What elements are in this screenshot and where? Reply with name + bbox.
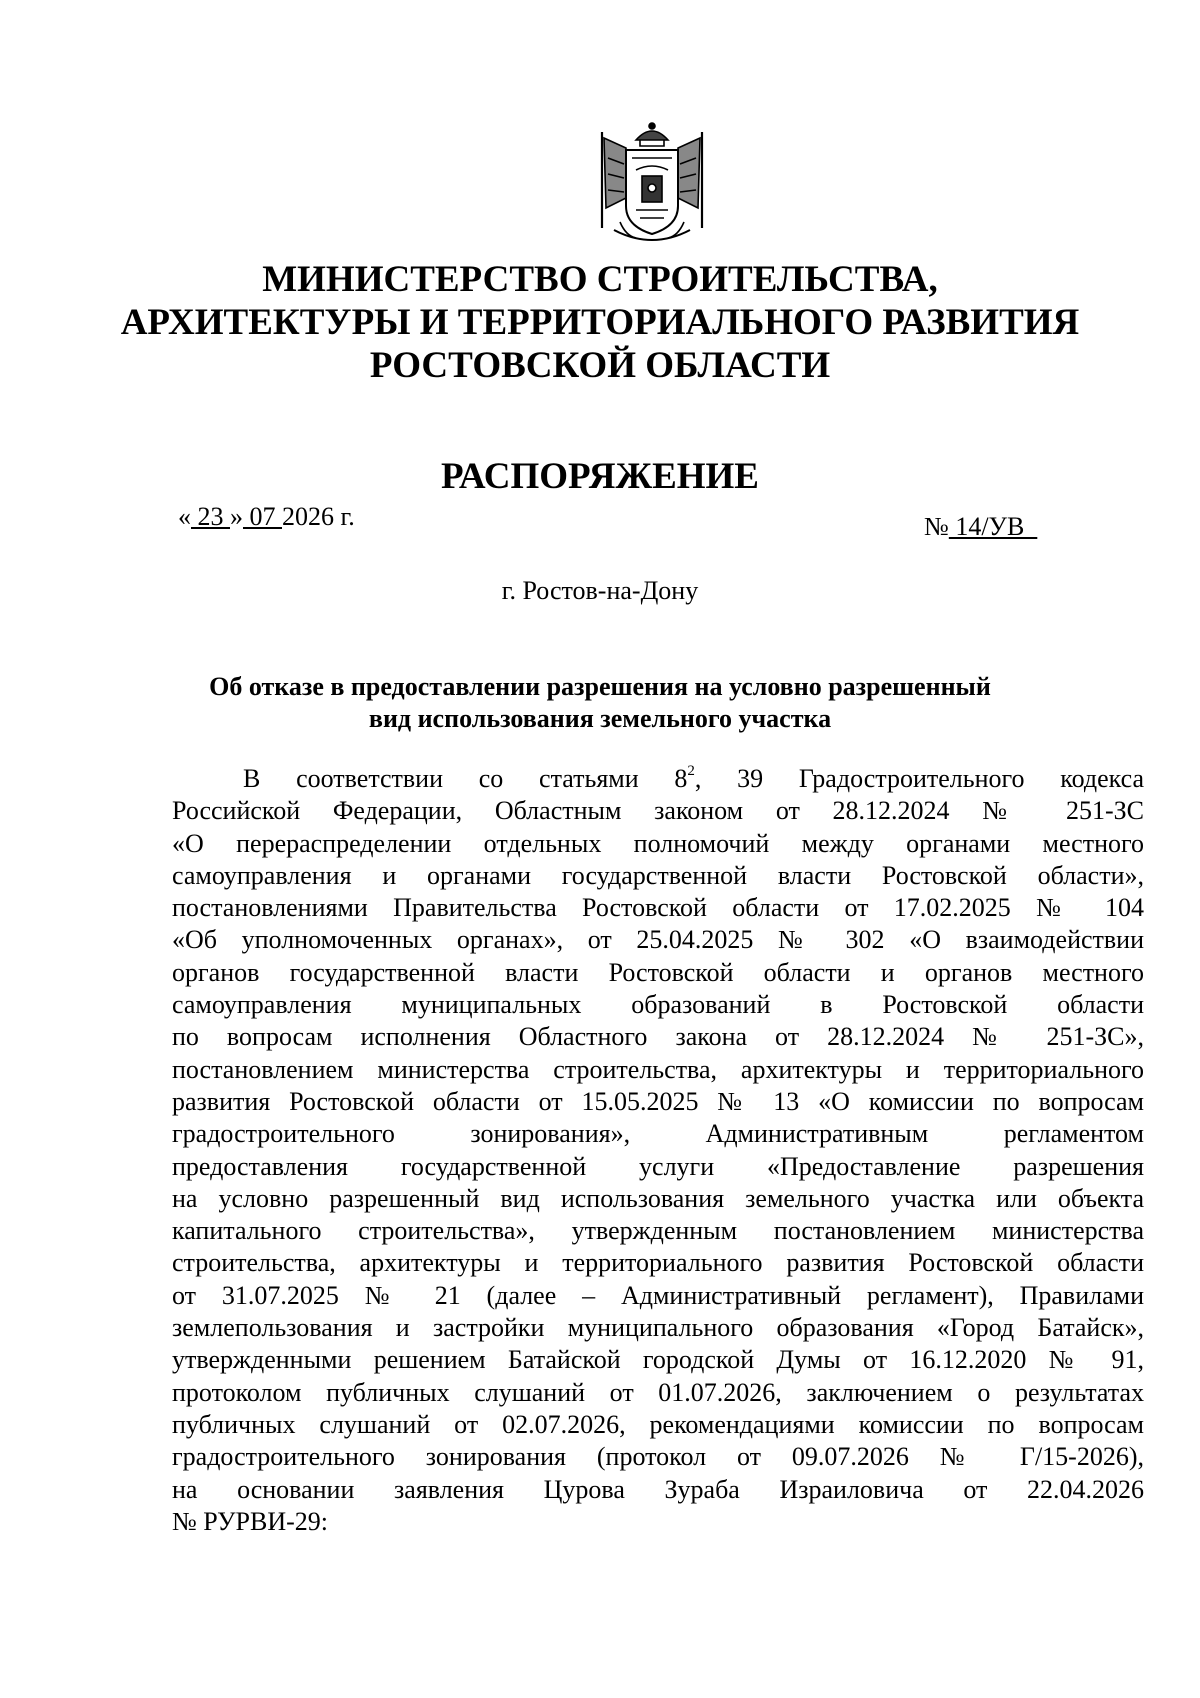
body-line: развития Ростовской области от 15.05.2025 № 13 «О комиссии по вопросам bbox=[172, 1086, 1144, 1116]
subject-line: Об отказе в предоставлении разрешения на условно разрешенный bbox=[209, 672, 991, 701]
body-line: протоколом публичных слушаний от 01.07.2026, заключением о результатах bbox=[172, 1377, 1144, 1407]
body-line: градостроительного зонирования», Административным регламентом bbox=[172, 1119, 1144, 1149]
document-subject bbox=[120, 671, 1080, 735]
body-last-line: № РУРВИ-29: bbox=[172, 1506, 328, 1536]
ministry-name bbox=[120, 258, 1080, 387]
date-open-quote: « bbox=[178, 502, 191, 531]
body-first-line-start: В соответствии со статьями 8 bbox=[243, 764, 688, 793]
body-first-line-end: , 39 Градостроительного кодекса bbox=[694, 764, 1144, 793]
body-line: предоставления государственной услуги «Предоставление разрешения bbox=[172, 1151, 1144, 1181]
document-number bbox=[924, 512, 1037, 542]
body-line: капитального строительства», утвержденным постановлением министерства bbox=[172, 1216, 1144, 1246]
body-line: Российской Федерации, Областным законом от 28.12.2024 № 251-ЗС bbox=[172, 796, 1144, 826]
document-type-heading: РАСПОРЯЖЕНИЕ bbox=[440, 456, 759, 497]
number-value: 14/УВ bbox=[948, 512, 1038, 541]
body-line: на условно разрешенный вид использования земельного участка или объекта bbox=[172, 1183, 1144, 1213]
body-line: «Об уполномоченных органах», от 25.04.2025 № 302 «О взаимодействии bbox=[172, 925, 1144, 955]
body-line: на основании заявления Цурова Зураба Израиловича от 22.04.2026 bbox=[172, 1474, 1144, 1504]
body-line: самоуправления и органами государственной власти Ростовской области», bbox=[172, 860, 1144, 890]
date-day: 23 bbox=[191, 502, 230, 531]
body-line: постановлениями Правительства Ростовской области от 17.02.2025 № 104 bbox=[172, 893, 1144, 923]
body-line: постановлением министерства строительства, архитектуры и территориального bbox=[172, 1054, 1144, 1084]
body-line: строительства, архитектуры и территориального развития Ростовской области bbox=[172, 1248, 1144, 1278]
document-date bbox=[178, 502, 355, 532]
rostov-oblast-coat-of-arms-icon bbox=[596, 118, 708, 250]
body-line: самоуправления муниципальных образований в Ростовской области bbox=[172, 990, 1144, 1020]
ministry-line: РОСТОВСКОЙ ОБЛАСТИ bbox=[369, 345, 831, 386]
body-line: утвержденными решением Батайской городской Думы от 16.12.2020 № 91, bbox=[172, 1345, 1144, 1375]
body-line: градостроительного зонирования (протокол от 09.07.2026 № Г/15-2026), bbox=[172, 1442, 1144, 1472]
city-line: г. Ростов-на-Дону bbox=[501, 576, 699, 605]
ministry-line: АРХИТЕКТУРЫ И ТЕРРИТОРИАЛЬНОГО РАЗВИТИЯ bbox=[120, 302, 1080, 343]
document-body bbox=[172, 763, 1144, 1538]
date-close-quote: » bbox=[230, 502, 243, 531]
subject-line: вид использования земельного участка bbox=[368, 704, 832, 733]
date-year: 2026 г. bbox=[282, 502, 355, 531]
number-prefix: № bbox=[924, 512, 949, 541]
body-line bbox=[172, 763, 1144, 795]
body-line: по вопросам исполнения Областного закона от 28.12.2024 № 251-ЗС», bbox=[172, 1022, 1144, 1052]
body-line: от 31.07.2025 № 21 (далее – Административный регламент), Правилами bbox=[172, 1280, 1144, 1310]
body-line: «О перераспределении отдельных полномочий между органами местного bbox=[172, 828, 1144, 858]
article-superscript: 2 bbox=[687, 763, 695, 780]
date-month: 07 bbox=[243, 502, 282, 531]
ministry-line: МИНИСТЕРСТВО СТРОИТЕЛЬСТВА, bbox=[262, 259, 938, 300]
body-line: органов государственной власти Ростовской области и органов местного bbox=[172, 957, 1144, 987]
body-line: публичных слушаний от 02.07.2026, рекомендациями комиссии по вопросам bbox=[172, 1409, 1144, 1439]
body-line: землепользования и застройки муниципального образования «Город Батайск», bbox=[172, 1313, 1144, 1343]
